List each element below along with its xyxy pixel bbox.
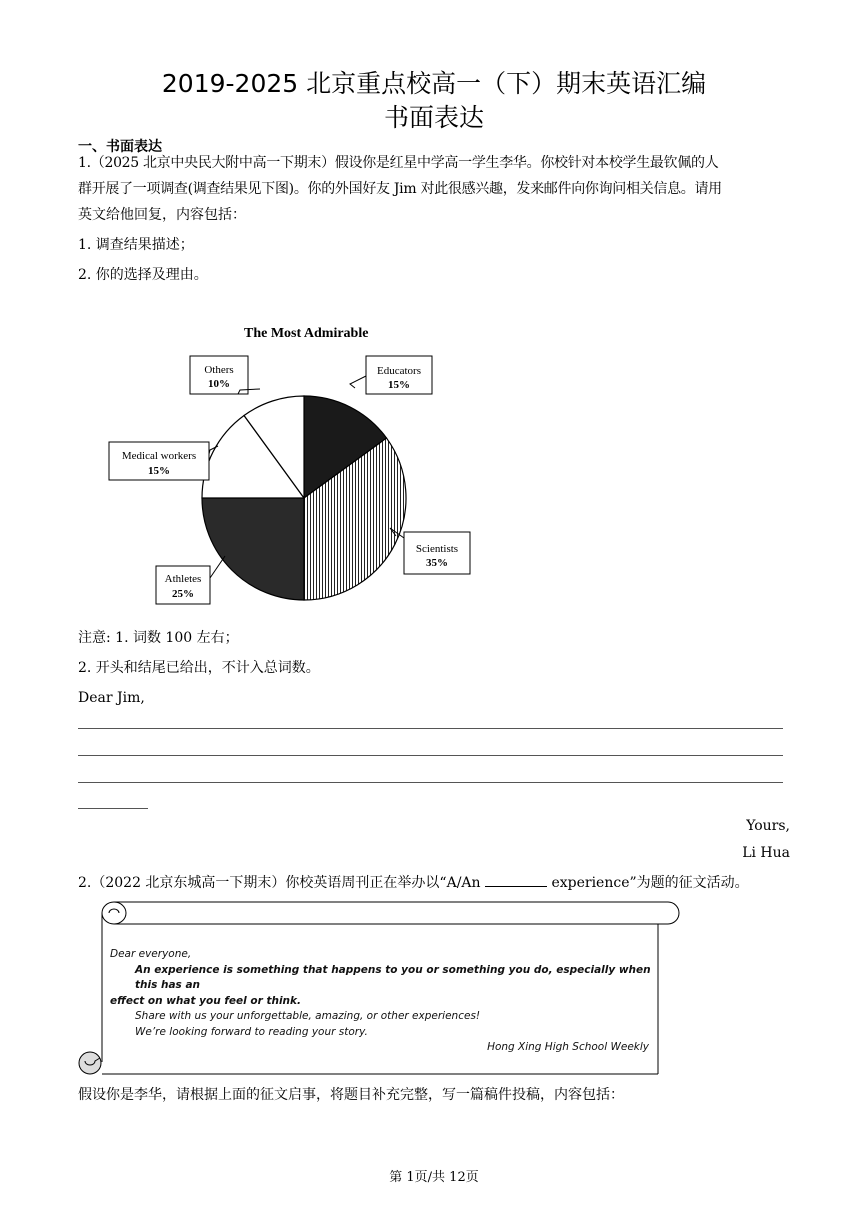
callout-athletes: [156, 556, 225, 604]
pie-chart: [100, 316, 480, 612]
scroll-notice: [78, 898, 684, 1082]
q1-prompt: [78, 150, 790, 288]
callout-medical: [109, 442, 218, 480]
letter-greeting: Dear Jim,: [78, 690, 145, 706]
slice-label-educators: Educators: [377, 365, 421, 377]
slice-pct-others: 10%: [208, 378, 230, 390]
note-line: 注意: 1. 词数 100 左右；: [78, 630, 239, 646]
callout-educators: [350, 356, 432, 394]
slice-pct-educators: 15%: [388, 379, 410, 391]
letter-signature: Li Hua: [742, 845, 790, 861]
q2-instruction: 假设你是李华，请根据上面的征文启事，将题目补充完整，写一篇稿件投稿，内容包括：: [78, 1087, 624, 1103]
title-blank[interactable]: [485, 872, 547, 887]
callout-others: [190, 356, 260, 394]
q2-suffix: experience”为题的征文活动。: [551, 875, 749, 891]
notice-line: We’re looking forward to reading your story.: [135, 1025, 368, 1038]
q1-line: 英文给他回复，内容包括：: [78, 207, 246, 223]
notice-line: An experience is something that happens to you or something you do, especially when this has an: [135, 963, 651, 991]
q1-line: 1. 调查结果描述；: [78, 237, 194, 253]
q1-notes: [78, 625, 790, 711]
writing-line[interactable]: [78, 728, 783, 729]
note-line: 2. 开头和结尾已给出，不计入总词数。: [78, 660, 320, 676]
notice-greeting: Dear everyone,: [110, 948, 192, 960]
pie-slice-athletes: [202, 498, 304, 600]
doc-title-line2: 书面表达: [383, 103, 484, 132]
writing-line[interactable]: [78, 755, 783, 756]
chart-title: The Most Admirable: [244, 326, 369, 341]
letter-closing: Yours,: [746, 818, 790, 834]
slice-label-others: Others: [204, 364, 234, 376]
q2-prompt: [78, 872, 749, 894]
slice-pct-scientists: 35%: [426, 557, 448, 569]
slice-pct-medical: 15%: [148, 465, 170, 477]
q1-line: 2. 你的选择及理由。: [78, 267, 208, 283]
slice-label-scientists: Scientists: [415, 543, 459, 555]
notice-body: [110, 947, 655, 1056]
slice-pct-athletes: 25%: [172, 588, 194, 600]
section-heading: 一、书面表达: [78, 139, 162, 155]
q1-line: 1.（2025 北京中央民大附中高一下期末）假设你是红星中学高一学生李华。你校针对本校学生最钦佩的人: [78, 155, 719, 171]
notice-line: effect on what you feel or think.: [110, 994, 302, 1007]
q1-line: 群开展了一项调查(调查结果见下图)。你的外国好友 Jim 对此很感兴趣，发来邮件向你询问相关信息。请用: [78, 181, 722, 197]
slice-label-medical: Medical workers: [121, 450, 197, 462]
callout-scientists: [390, 528, 470, 574]
doc-title-line1: 2019-2025 北京重点校高一（下）期末英语汇编: [161, 69, 707, 98]
slice-label-athletes: Athletes: [164, 573, 202, 585]
q2-prefix: 2.（2022 北京东城高一下期末）你校英语周刊正在举办以“A/An: [78, 875, 481, 891]
page-footer: 第 1页/共 12页: [389, 1170, 479, 1185]
notice-line: Share with us your unforgettable, amazing, or other experiences!: [135, 1010, 481, 1022]
writing-line-short[interactable]: [78, 808, 148, 809]
writing-line[interactable]: [78, 782, 783, 783]
notice-signoff: Hong Xing High School Weekly: [487, 1041, 649, 1053]
